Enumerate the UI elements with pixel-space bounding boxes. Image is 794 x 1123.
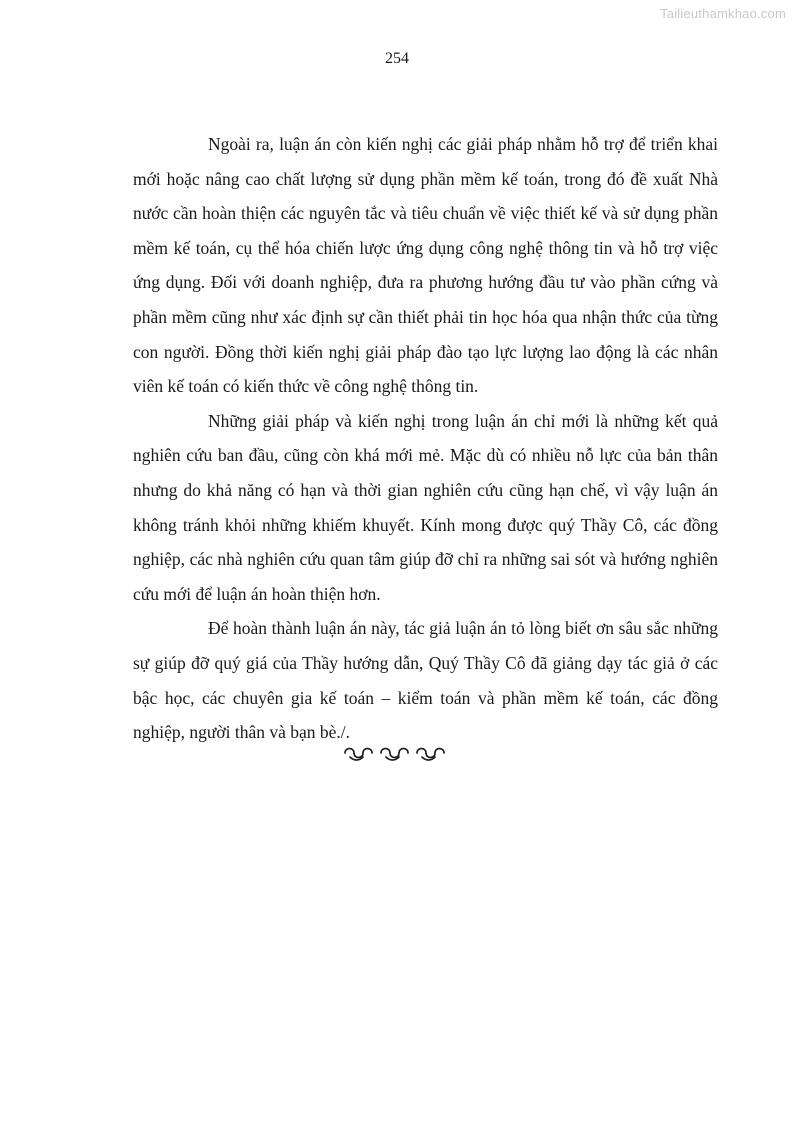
watermark: Tailieuthamkhao.com xyxy=(660,6,786,21)
page-number: 254 xyxy=(385,50,409,67)
body-text xyxy=(133,127,718,750)
paragraph-limitations: Những giải pháp và kiến nghị trong luận án chỉ mới là những kết quả nghiên cứu ban đầu, cũng còn khá mới mẻ. Mặc dù có nhiều nỗ lực của bản thân nhưng do khả năng có hạn và thời gian nghiên cứu cũng hạn chế, vì vậy luận án không tránh khỏi những khiếm khuyết. Kính mong được quý Thầy Cô, các đồng nghiệp, các nhà nghiên cứu quan tâm giúp đỡ chỉ ra những sai sót và hướng nghiên cứu mới để luận án hoàn thiện hơn. xyxy=(133,410,718,604)
scroll-divider-icon xyxy=(0,745,794,768)
paragraph-recommendations: Ngoài ra, luận án còn kiến nghị các giải pháp nhằm hỗ trợ để triển khai mới hoặc nâng cao chất lượng sử dụng phần mềm kế toán, trong đó đề xuất Nhà nước cần hoàn thiện các nguyên tắc và tiêu chuẩn về việc thiết kế và sử dụng phần mềm kế toán, cụ thể hóa chiến lược ứng dụng công nghệ thông tin và hỗ trợ việc ứng dụng. Đối với doanh nghiệp, đưa ra phương hướng đầu tư vào phần cứng và phần mềm cũng như xác định sự cần thiết phải tin học hóa qua nhận thức của từng con người. Đồng thời kiến nghị giải pháp đào tạo lực lượng lao động là các nhân viên kế toán có kiến thức về công nghệ thông tin. xyxy=(133,134,718,397)
paragraph-acknowledgements: Để hoàn thành luận án này, tác giả luận án tỏ lòng biết ơn sâu sắc những sự giúp đỡ quý giá của Thầy hướng dẫn, Quý Thầy Cô đã giảng dạy tác giả ở các bậc học, các chuyên gia kế toán – kiểm toán và phần mềm kế toán, các đồng nghiệp, người thân và bạn bè./. xyxy=(133,618,718,743)
